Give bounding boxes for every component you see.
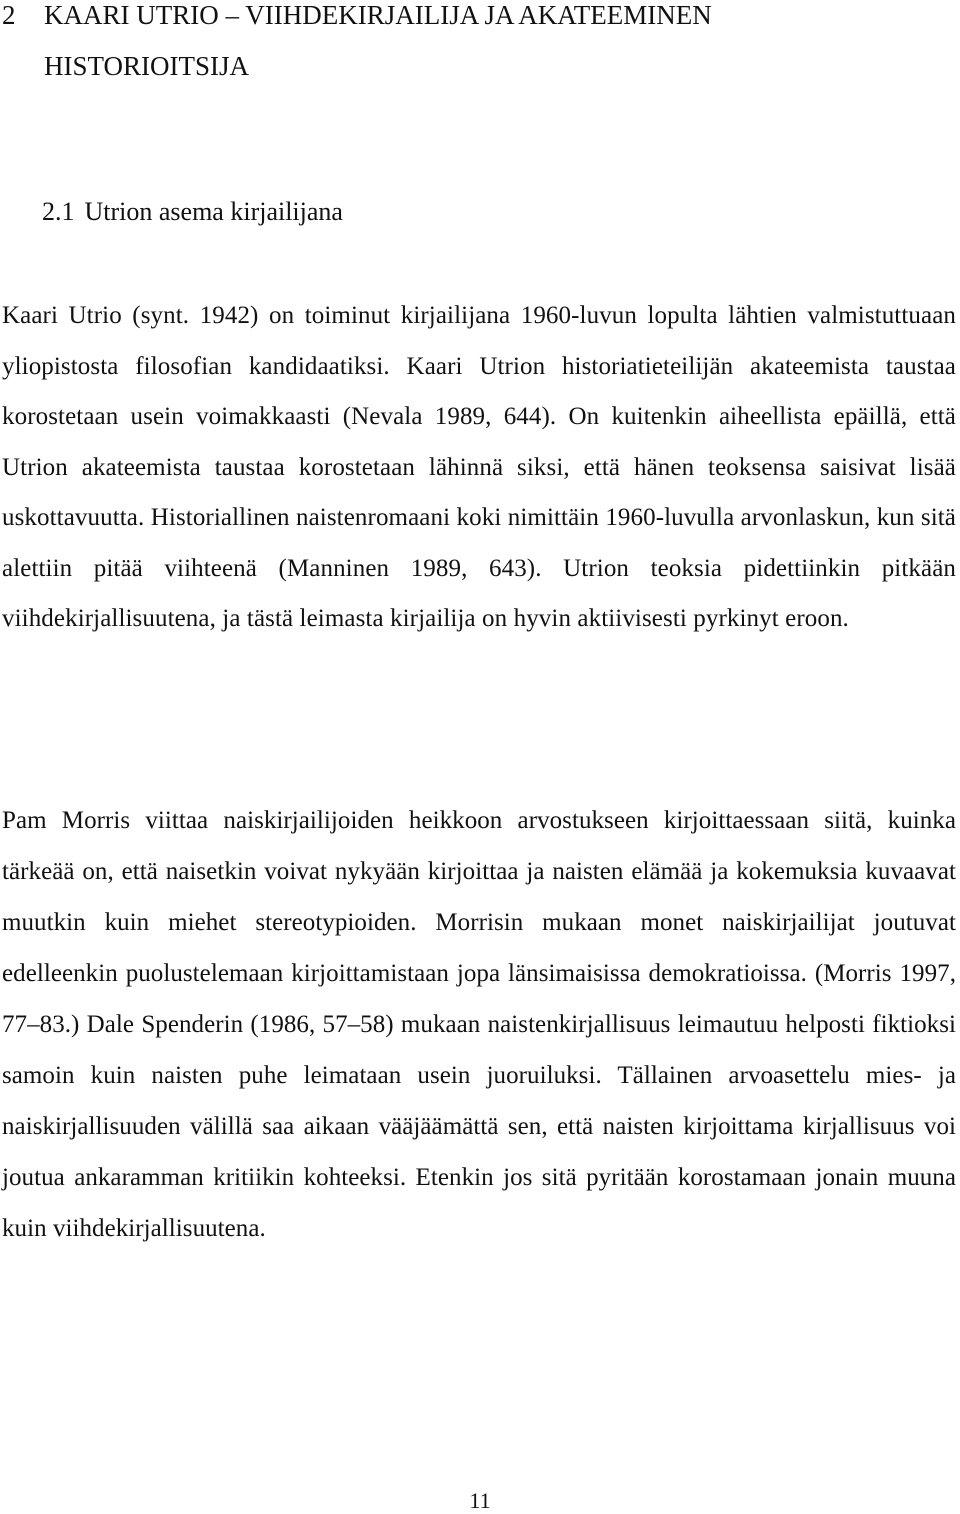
body-paragraph: Kaari Utrio (synt. 1942) on toiminut kirjailijana 1960-luvun lopulta lähtien valmistuttuaan yliopistosta filosofian kandidaatiksi. Kaari Utrion historiatieteilijän akateemista taustaa korostetaan usein voimakkaasti (Nevala 1989, 644). On kuitenkin aiheellista epäillä, että Utrion akateemista taustaa korostetaan lähinnä siksi, että hänen teoksensa saisivat lisää uskottavuutta. Historiallinen naistenromaani koki nimittäin 1960-luvulla arvonlaskun, kun sitä alettiin pitää viihteenä (Manninen 1989, 643). Utrion teoksia pidettiinkin pitkään viihdekirjallisuutena, ja tästä leimasta kirjailija on hyvin aktiivisesti pyrkinyt eroon. [2, 302, 956, 632]
page-number: 11 [469, 1488, 491, 1513]
chapter-number: 2 [2, 0, 16, 30]
section-heading [42, 192, 343, 232]
body-paragraph: Pam Morris viittaa naiskirjailijoiden heikkoon arvostukseen kirjoittaessaan siitä, kuinka tärkeää on, että naisetkin voivat nykyään kirjoittaa ja naisten elämää ja kokemuksia kuvaavat muutkin kuin miehet stereotypioiden. Morrisin mukaan monet naiskirjailijat joutuvat edelleenkin puolustelemaan kirjoittamistaan jopa länsimaisissa demokratioissa. (Morris 1997, 77–83.) Dale Spenderin (1986, 57–58) mukaan naistenkirjallisuus leimautuu helposti fiktioksi samoin kuin naisten puhe leimataan usein juoruiluksi. Tällainen arvoasettelu mies- ja naiskirjallisuuden välillä saa aikaan vääjäämättä sen, että naisten kirjoittama kirjallisuus voi joutua ankaramman kritiikin kohteeksi. Etenkin jos sitä pyritään korostamaan jonain muuna kuin viihdekirjallisuutena. [2, 807, 956, 1242]
section-number: 2.1 [42, 197, 75, 226]
section-title: Utrion asema kirjailijana [84, 197, 343, 226]
chapter-title: KAARI UTRIO – VIIHDEKIRJAILIJA JA AKATEEMINEN HISTORIOITSIJA [44, 0, 712, 81]
chapter-heading [2, 0, 902, 92]
